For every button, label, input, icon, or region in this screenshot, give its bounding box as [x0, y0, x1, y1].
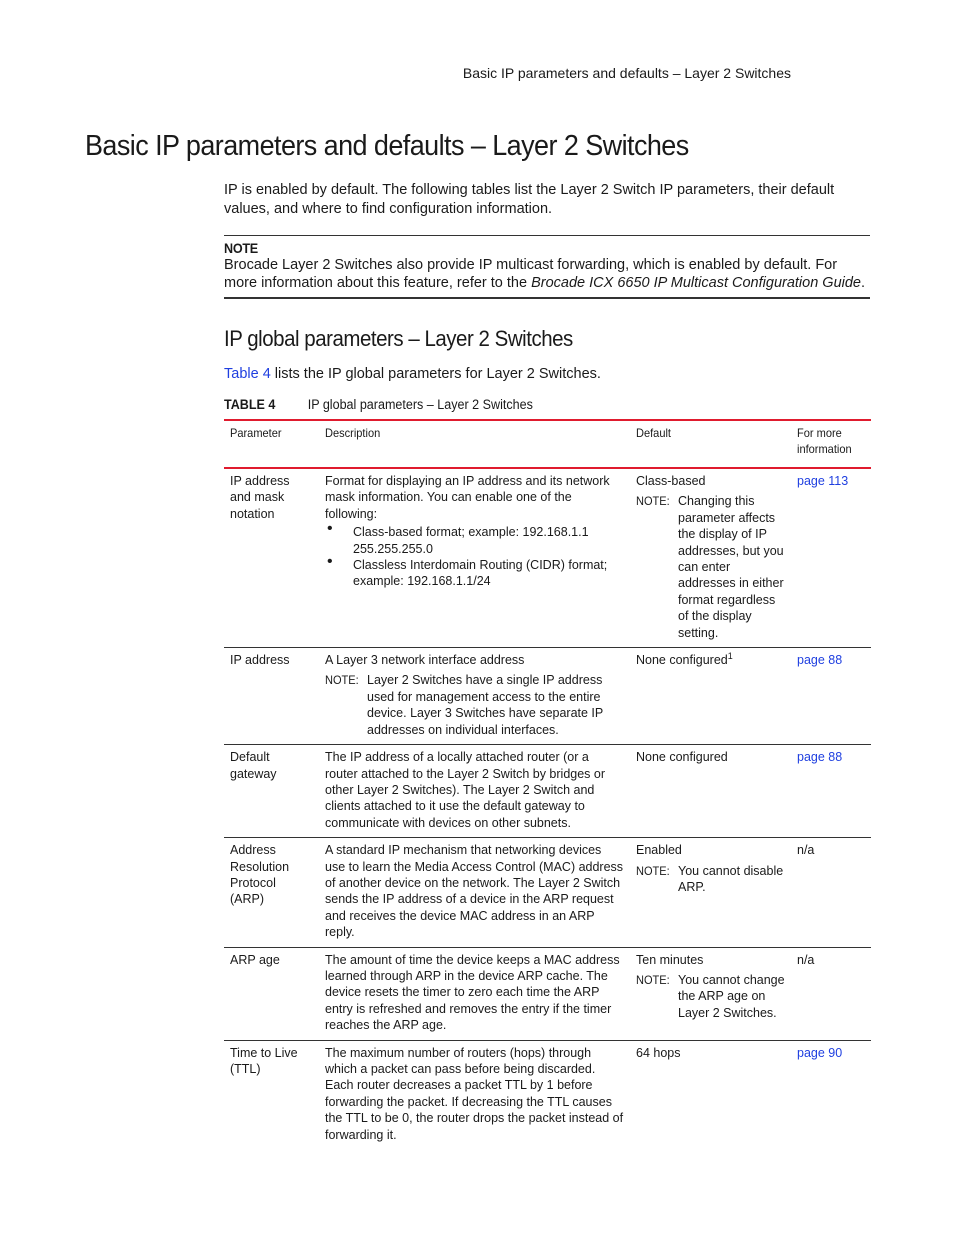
- note-label: NOTE:: [636, 494, 670, 509]
- note-label: NOTE: [224, 240, 258, 256]
- cell-default: [630, 648, 791, 745]
- description-bullets: [325, 524, 624, 590]
- footnote-marker: 1: [727, 650, 733, 661]
- cell-default: [630, 468, 791, 648]
- cell-parameter: Default gateway: [224, 745, 319, 838]
- note-text: [224, 256, 870, 292]
- default-note: [636, 493, 785, 641]
- note-text: Layer 2 Switches have a single IP address used for management access to the entire device. Layer 3 Switches have separate IP addresses on individual interfaces.: [367, 673, 604, 737]
- default-value: None configured: [636, 653, 728, 668]
- cell-default: 64 hops: [636, 1045, 681, 1060]
- table-reference: [224, 366, 601, 382]
- note-label: NOTE:: [636, 972, 670, 987]
- table-header-row: [224, 420, 871, 468]
- default-value: Class-based: [636, 474, 706, 488]
- table-4-link[interactable]: Table 4: [224, 366, 271, 382]
- bullet-item: • Class-based format; example: 192.168.1.1 255.255.255.0: [325, 524, 624, 557]
- note-text: You cannot disable ARP.: [678, 863, 784, 894]
- cell-parameter: IP address: [224, 648, 319, 745]
- description-note: [325, 672, 624, 738]
- cell-default: [630, 947, 791, 1040]
- bullet-item: • Classless Interdomain Routing (CIDR) format; example: 192.168.1.1/24: [325, 557, 624, 590]
- description-text: A Layer 3 network interface address: [325, 653, 525, 668]
- table-row: [224, 947, 871, 1040]
- cell-more-info: [791, 745, 871, 838]
- intro-paragraph: IP is enabled by default. The following tables list the Layer 2 Switch IP parameters, their default values, and where to find configuration information.: [224, 182, 835, 217]
- description-text: Format for displaying an IP address and its network mask information. You can enable one of the following:: [325, 474, 610, 521]
- default-value: Enabled: [636, 843, 682, 858]
- note-label: NOTE:: [636, 863, 670, 878]
- cell-more-info: n/a: [791, 838, 871, 947]
- cell-more-info: n/a: [791, 947, 871, 1040]
- page-link[interactable]: page 90: [797, 1045, 843, 1060]
- default-note: [636, 972, 785, 1021]
- note-text-after: .: [861, 275, 866, 291]
- cell-parameter: Time to Live (TTL): [230, 1045, 298, 1076]
- table-caption: [224, 397, 533, 412]
- note-box: [224, 235, 870, 299]
- cell-description: [319, 648, 630, 745]
- cell-description: The IP address of a locally attached router (or a router attached to the Layer 2 Switch by bridges or other Layer 2 Switches). The Layer 2 Switch and clients attached to it use the default gateway to communicate with devices on other subnets.: [319, 745, 630, 838]
- cell-more-info: [791, 648, 871, 745]
- table-row: [224, 468, 871, 648]
- cell-parameter: Address Resolution Protocol (ARP): [224, 838, 319, 947]
- running-header: Basic IP parameters and defaults – Layer 2 Switches: [462, 65, 791, 81]
- table-row: [224, 745, 871, 838]
- cell-more-info: [791, 1040, 871, 1149]
- note-guide-title: Brocade ICX 6650 IP Multicast Configuration Guide: [531, 275, 861, 291]
- default-note: [636, 863, 785, 896]
- note-label: NOTE:: [325, 673, 359, 688]
- section-title: IP global parameters – Layer 2 Switches: [224, 326, 573, 351]
- table-reference-text: lists the IP global parameters for Layer 2 Switches.: [270, 366, 601, 382]
- cell-description: The amount of time the device keeps a MAC address learned through ARP in the device ARP cache. The device resets the timer to zero each time the ARP entry is refreshed and removes the entry if the timer reaches the ARP age.: [319, 947, 630, 1040]
- cell-parameter: IP address and mask notation: [224, 468, 319, 648]
- note-text: Changing this parameter affects the display of IP addresses, but you can enter addresses in either format regardless of the display setting.: [678, 494, 784, 640]
- cell-description: The maximum number of routers (hops) through which a packet can pass before being discarded. Each router decreases a packet TTL by 1 before forwarding the packet. If decreasing the TTL causes the TTL to be 0, the router drops the packet instead of forwarding it.: [325, 1045, 624, 1142]
- table-row: [224, 1040, 871, 1149]
- header-parameter: Parameter: [224, 420, 319, 468]
- cell-more-info: [791, 468, 871, 648]
- default-value: Ten minutes: [636, 952, 704, 967]
- table-row: [224, 838, 871, 947]
- ip-global-parameters-table: [224, 419, 871, 1149]
- table-label: TABLE 4: [224, 397, 276, 412]
- header-more-info: For more information: [791, 420, 871, 468]
- page-link[interactable]: page 88: [797, 653, 843, 668]
- table-row: [224, 648, 871, 745]
- cell-description: [319, 468, 630, 648]
- cell-default: [630, 838, 791, 947]
- header-description: Description: [319, 420, 630, 468]
- cell-description: A standard IP mechanism that networking devices use to learn the Media Access Control (MAC) address of another device on the network. The Layer 2 Switch sends the IP address of a device in the ARP request and receives the device MAC address in an ARP reply.: [319, 838, 630, 947]
- note-text-before: Brocade Layer 2 Switches also provide IP multicast forwarding, which is enabled by default. For more information about this feature, refer to the: [224, 257, 838, 291]
- page-title: Basic IP parameters and defaults – Layer 2 Switches: [85, 130, 689, 162]
- page-link[interactable]: page 88: [797, 750, 843, 765]
- note-text: You cannot change the ARP age on Layer 2 Switches.: [678, 972, 785, 1020]
- cell-parameter: ARP age: [224, 947, 319, 1040]
- table-caption-title: IP global parameters – Layer 2 Switches: [307, 397, 533, 412]
- cell-default: None configured: [630, 745, 791, 838]
- page-link[interactable]: page 113: [797, 474, 849, 488]
- header-default: Default: [630, 420, 791, 468]
